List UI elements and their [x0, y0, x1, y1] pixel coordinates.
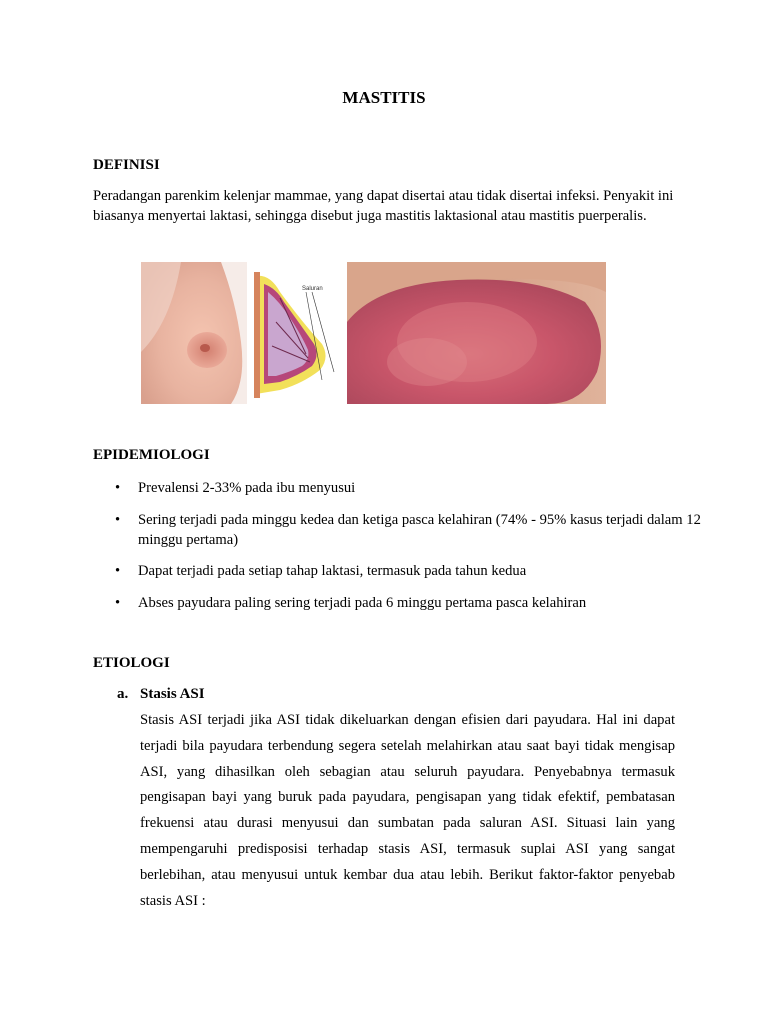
list-item: • Prevalensi 2-33% pada ibu menyusui — [115, 480, 356, 496]
bullet-icon: • — [115, 595, 121, 611]
diagram-label: Saluran — [302, 286, 323, 292]
page-title: MASTITIS — [342, 88, 426, 107]
list-item: • Dapat terjadi pada setiap tahap laktasi, termasuk pada tahun kedua — [115, 563, 527, 579]
etiologi-subheading-a — [117, 686, 205, 703]
heading-epidemiologi: EPIDEMIOLOGI — [93, 447, 210, 463]
bullet-icon: • — [115, 512, 121, 528]
breast-anatomy-diagram — [250, 262, 342, 404]
list-item: • Sering terjadi pada minggu kedea dan ketiga pasca kelahiran (74% - 95% kasus terjadi dalam 12 minggu pertama) — [115, 512, 701, 548]
bullet-icon: • — [115, 563, 121, 579]
epidemiologi-list — [93, 478, 713, 613]
stasis-asi-text: Stasis ASI terjadi jika ASI tidak dikeluarkan dengan efisien dari payudara. Hal ini dapat terjadi bila payudara terbendung segera setelah melahirkan atau saat bayi tidak mengisap ASI, yang dihasilkan oleh sebagian atau seluruh payudara. Penyebabnya termasuk pengisapan bayi yang buruk pada payudara, pengisapan yang tidak efektif, pembatasan frekuensi atau durasi menyusui dan sumbatan pada saluran ASI. Situasi lain yang mempengaruhi predisposisi terhadap stasis ASI, termasuk suplai ASI yang sangat berlebihan, atau menyusui untuk kembar dua atau lebih. Berikut faktor-faktor penyebab stasis ASI : — [140, 712, 675, 909]
definisi-text: Peradangan parenkim kelenjar mammae, yang dapat disertai atau tidak disertai infeksi. Penyakit ini biasanya menyertai laktasi, sehingga disebut juga mastitis laktasional atau mastitis puerperalis. — [93, 188, 674, 224]
sub-title: Stasis ASI — [140, 686, 205, 702]
mastitis-photo-1 — [141, 262, 247, 404]
list-item: • Abses payudara paling sering terjadi pada 6 minggu pertama pasca kelahiran — [115, 595, 587, 611]
bullet-icon: • — [115, 480, 121, 496]
heading-definisi: DEFINISI — [93, 157, 160, 173]
sub-label: a. — [117, 686, 129, 702]
mastitis-photo-2 — [347, 262, 606, 404]
heading-etiologi: ETIOLOGI — [93, 655, 170, 671]
